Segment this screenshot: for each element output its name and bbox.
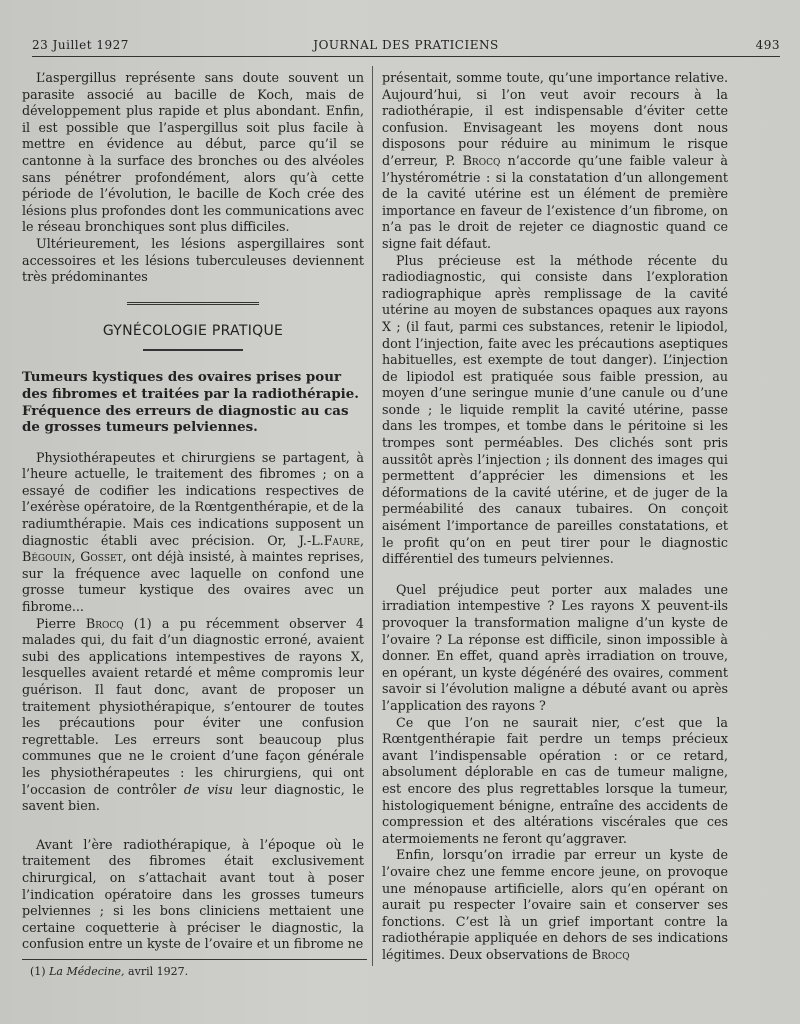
author-name: Faure [323, 532, 360, 548]
author-name: Brocq [591, 946, 630, 962]
paragraph [22, 616, 364, 815]
paragraph [382, 847, 728, 963]
paragraph: Quel préjudice peut porter aux malades une irradiation intempestive ? Les rayons X peuvent-ils provoquer la transformation maligne d’un kyste de l’ovaire ? La réponse est difficile, sinon impossible à donner. En effet, quand après irradiation on trouve, en opérant, un kyste dégénéré des ovaires, comment savoir si l’évolution maligne a débuté avant ou après l’application des rayons ? [382, 581, 728, 713]
spacer [382, 568, 728, 582]
section-rule [127, 302, 259, 305]
section-title: GYNÉCOLOGIE PRATIQUE [102, 322, 284, 339]
author-name: Gosset [80, 549, 123, 565]
paragraph: L’aspergillus représente sans doute souvent un parasite associé au bacille de Koch, mais de développement plus rapide et plus abondant. Enfin, il est possible que l’aspergillus soit plus facile à mettre en évidence au début, parce qu’il se cantonne à la surface des bronches ou des alvéoles sans pénétrer profondément, alors qu’à cette période de l’évolution, le bacille de Koch crée des lésions plus profondes dont les communications avec le réseau bronchiques sont plus difficiles. [22, 70, 364, 235]
author-name: Bégouin [22, 549, 72, 565]
paragraph: Plus précieuse est la méthode récente du radiodiagnostic, qui consiste dans l’exploration radiographique après remplissage de la cavité utérine au moyen de substances opaques aux rayons X ; (il faut, parmi ces substances, retenir le lipiodol, dont l’injection, faite avec les précautions aseptiques habituelles, est exempte de tout danger). L’injection de lipiodol est pratiquée sous faible pression, au moyen d’une seringue munie d’une canule ou d’une sonde ; le liquide remplit la cavité utérine, passe dans les trompes, et tombe dans le péritoine si les trompes sont perméables. Des clichés sont pris aussitôt après l’injection ; ils donnent des images qui permettent d’apprécier les dimensions et les déformations de la cavité utérine, et de juger de la perméabilité des canaux tubaires. On conçoit aisément l’importance de pareilles constatations, et le profit qu’on en peut tirer pour le diagnostic différentiel des tumeurs pelviennes. [382, 252, 728, 567]
paragraph: Avant l’ère radiothérapique, à l’époque où le traitement des fibromes était exclusivement chirurgical, on s’attachait avant tout à poser l’indication opératoire dans les grosses tumeurs pelviennes ; si les bons cliniciens mettaient une certaine coquetterie à préciser le diagnostic, la confusion entre un kyste de l’ovaire et un fibrome ne [22, 836, 364, 952]
text-run: n’accorde qu’une faible valeur à l’hystérométrie : si la constatation d’un allongement de la cavité utérine est un élément de première importance en faveur de l’existence d’un fibrome, on n’a pas le droit de rejeter ce diagnostic quand ce signe fait défaut. [382, 152, 728, 251]
left-column [22, 70, 364, 981]
right-column [382, 70, 728, 963]
text-run: , [359, 532, 364, 548]
italic-phrase: de visu [183, 781, 234, 797]
text-run: Physiothérapeutes et chirurgiens se partagent, à l’heure actuelle, le traitement des fibromes ; on a essayé de codifier les indications respectives de l’exérèse opératoire, de la Rœntgenthérapie, et de la radiumthérapie. Mais ces indications supposent un diagnostic établi avec précision. Or, J.-L. [22, 449, 364, 548]
page-number: 493 [755, 38, 780, 52]
page-header [32, 36, 780, 57]
author-name: Brocq [462, 152, 501, 168]
column-divider [372, 66, 373, 966]
footnote-date: avril 1927. [128, 964, 189, 978]
footnote-rule [22, 959, 367, 960]
paragraph: Ce que l’on ne saurait nier, c’est que la Rœntgenthérapie fait perdre un temps précieux avant l’indispensable opération : or ce retard, absolument déplorable en cas de tumeur maligne, est encore des plus regrettables lorsque la tumeur, histologiquement bénigne, entraîne des accidents de compression et des altérations viscérales que ces atermoiements ne feront qu’aggraver. [382, 714, 728, 846]
text-run: leur diagnostic, le savent bien. [22, 781, 364, 814]
text-run: Enfin, lorsqu’on irradie par erreur un kyste de l’ovaire chez une femme encore jeune, on provoque une ménopause artificielle, alors qu’en opérant on aurait pu respecter l’ovaire sain et conserver ses fonctions. C’est là un grief important contre la radiothérapie appliquée en dehors de ses indications légitimes. Deux observations de [382, 847, 728, 962]
spacer [22, 815, 364, 837]
text-run: présentait, somme toute, qu’une importance relative. Aujourd’hui, si l’on veut avoir recours à la radiothérapie, il est indispensable d’éviter cette confusion. Envisageant les moyens dont nous disposons pour réduire au minimum le risque d’erreur, P. [382, 70, 728, 168]
author-name: Brocq [85, 615, 124, 631]
journal-title: JOURNAL DES PRATICIENS [313, 38, 499, 52]
text-run: Pierre [36, 615, 76, 631]
section-rule-small [143, 349, 243, 351]
text-run: (1) a pu récemment observer 4 malades qui, du fait d’un diagnostic erroné, avaient subi des applications intempestives de rayons X, lesquelles avaient retardé et même compromis leur guérison. Il faut donc, avant de proposer un traitement physiothérapique, s’entourer de toutes les précautions pour éviter une confusion regrettable. Les erreurs sont beaucoup plus communes que ne le croient d’une façon générale les physiothérapeutes : les chirurgiens, qui ont l’occasion de contrôler [22, 615, 364, 797]
paragraph [22, 450, 364, 616]
footnote [22, 964, 364, 981]
header-date: 23 Juillet 1927 [32, 38, 129, 52]
paragraph [382, 70, 728, 253]
paragraph: Ultérieurement, les lésions aspergillaires sont accessoires et les lésions tuberculeuses deviennent très prédominantes [22, 235, 364, 285]
article-title: Tumeurs kystiques des ovaires prises pour des fibromes et traitées par la radiothérapie. Fréquence des erreurs de diagnostic au cas de grosses tumeurs pelviennes. [22, 369, 359, 436]
text-run: , ont déjà insisté, à maintes reprises, sur la fréquence avec laquelle on confond une grosse tumeur kystique des ovaires avec un fibrome... [22, 549, 364, 615]
text-run: , [71, 549, 76, 565]
footnote-source: La Médecine, [49, 964, 125, 978]
footnote-number: (1) [30, 964, 46, 978]
